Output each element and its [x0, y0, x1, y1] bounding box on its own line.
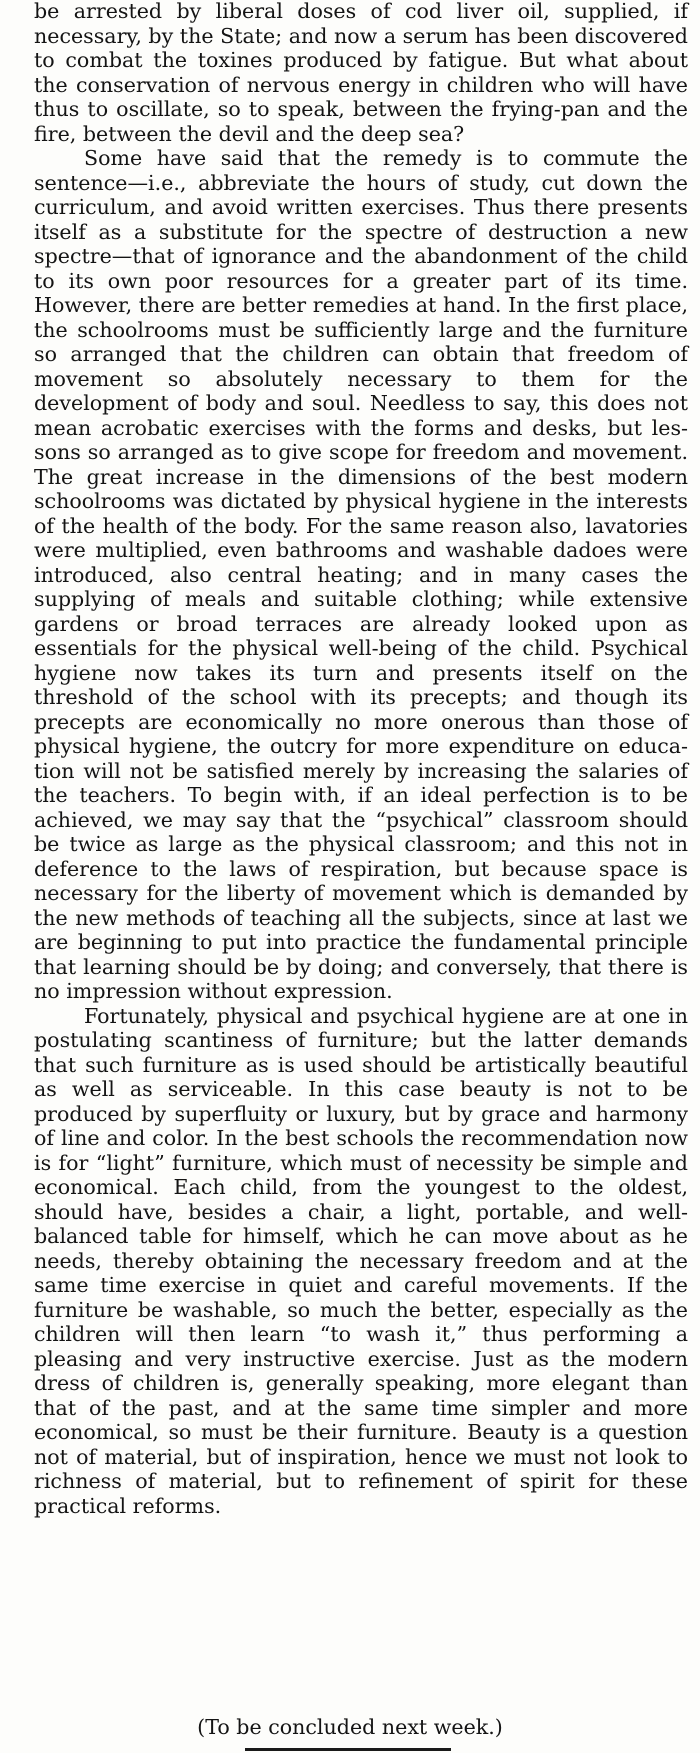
paragraph-continued: be arrested by liberal doses of cod liver oil, supplied, if necessary, by the State; and now a serum has been discovered to combat the toxines produced by fatigue. But what about the conservation of nervous energy in children who will have thus to oscillate, so to speak, between the frying-pan and the fire, between the devil and the deep sea? [34, 0, 688, 146]
paragraph-remedy: Some have said that the remedy is to commute the sentence—i.e., abbreviate the hours of study, cut down the curriculum, and avoid written exercises. Thus there presents itself as a substitute for the spectre of destruction a new spectre—that of ignorance and the abandonment of the child to its own poor resources for a greater part of its time. However, there are better remedies at hand. In the first place, the schoolrooms must be sufficiently large and the furniture so arranged that the children can obtain that freedom of movement so absolutely necessary to them for the development of body and soul. Needless to say, this does not mean acrobatic exercises with the forms and desks, but lessons so arranged as to give scope for freedom and movement. The great increase in the dimensions of the best modern schoolrooms was dictated by physical hygiene in the interests of the health of the body. For the same reason also, lavatories were multiplied, even bathrooms and washable dadoes were introduced, also central heating; and in many cases the supplying of meals and suitable clothing; while extensive gardens or broad terraces are already looked upon as essentials for the physical well-being of the child. Psychical hygiene now takes its turn and presents itself on the threshold of the school with its precepts; and though its precepts are economically no more onerous than those of physical hygiene, the outcry for more expenditure on education will not be satisfied merely by increasing the salaries of the teachers. To begin with, if an ideal perfection is to be achieved, we may say that the “psychical” classroom should be twice as large as the physical classroom; and this not in deference to the laws of respiration, but because space is necessary for the liberty of movement which is demanded by the new methods of teaching all the subjects, since at last we are beginning to put into practice the fundamental principle that learning should be by doing; and conversely, that there is no impression without expression. [34, 146, 688, 1003]
paragraph-furniture: Fortunately, physical and psychical hygiene are at one in postulating scantiness of furniture; but the latter demands that such furniture as is used should be artistically beautiful as well as serviceable. In this case beauty is not to be produced by superfluity or luxury, but by grace and harmony of line and color. In the best schools the recommendation now is for “light” furniture, which must of necessity be simple and economical. Each child, from the youngest to the oldest, should have, besides a chair, a light, portable, and well-balanced table for himself, which he can move about as he needs, thereby obtaining the necessary freedom and at the same time exercise in quiet and careful movements. If the furniture be washable, so much the better, especially as the children will then learn “to wash it,” thus performing a pleasing and very instructive exercise. Just as the modern dress of children is, generally speaking, more elegant than that of the past, and at the same time simpler and more economical, so must be their furniture. Beauty is a question not of material, but of inspiration, hence we must not look to richness of material, but to refinement of spirit for these practical reforms. [34, 1003, 688, 1518]
continuation-note: (To be concluded next week.) [197, 1715, 503, 1739]
end-rule [245, 1748, 451, 1751]
article-column [34, 0, 688, 1518]
